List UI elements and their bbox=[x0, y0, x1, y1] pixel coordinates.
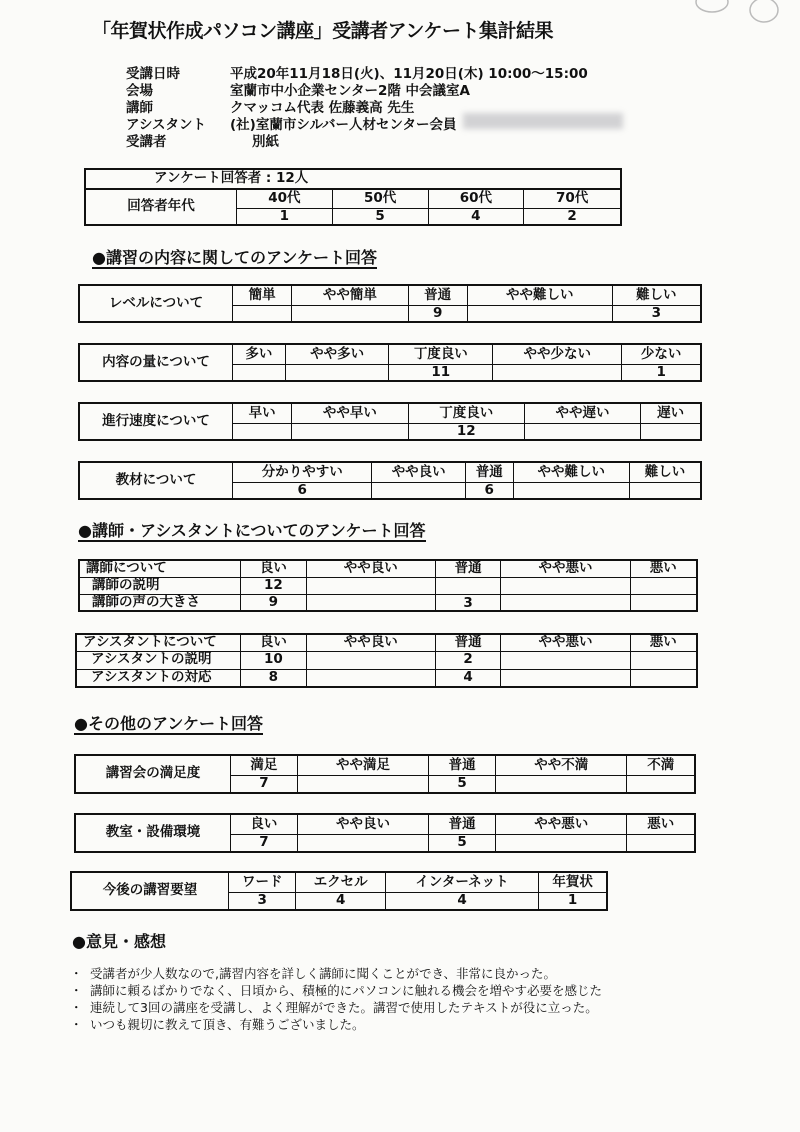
opinions-heading: ●意見・感想 bbox=[72, 932, 166, 951]
info-row: 受講日時 平成20年11月18日(火)、11月20日(木) 10:00〜15:00 bbox=[126, 66, 588, 82]
redacted-name bbox=[463, 113, 623, 129]
info-row: 講師 クマッコム代表 佐藤義高 先生 bbox=[126, 100, 415, 116]
level-table: レベルについて 簡単 やや簡単 普通 やや難しい 難しい 9 3 bbox=[78, 284, 702, 323]
list-item: ・ いつも親切に教えて頂き、有難うございました。 bbox=[70, 1017, 365, 1032]
section-heading: ●講習の内容に関してのアンケート回答 bbox=[92, 248, 378, 267]
stamp-marks bbox=[692, 0, 782, 24]
speed-table: 進行速度について 早い やや早い 丁度良い やや遅い 遅い 12 bbox=[78, 402, 702, 441]
amount-table: 内容の量について 多い やや多い 丁度良い やや少ない 少ない 11 1 bbox=[78, 343, 702, 382]
info-row: 会場 室蘭市中小企業センター2階 中会議室A bbox=[126, 83, 471, 99]
page-title: 「年賀状作成パソコン講座」受講者アンケート集計結果 bbox=[92, 20, 553, 42]
respondent-count: アンケート回答者 : 12人 bbox=[85, 169, 621, 189]
stamp-icon bbox=[692, 0, 782, 24]
list-item: ・ 連続して3回の講座を受講し、よく理解ができた。講習で使用したテキストが役に立った。 bbox=[70, 1000, 598, 1015]
opinions-list bbox=[70, 964, 602, 1032]
list-item: ・ 受講者が少人数なので,講習内容を詳しく講師に聞くことができ、非常に良かった。 bbox=[70, 966, 556, 981]
facility-table: 教室・設備環境 良い やや良い 普通 やや悪い 悪い 7 5 bbox=[74, 813, 696, 853]
section-heading: ●その他のアンケート回答 bbox=[74, 714, 264, 733]
age-label: 回答者年代 bbox=[85, 189, 237, 225]
section-heading: ●講師・アシスタントについてのアンケート回答 bbox=[78, 521, 426, 540]
list-item: ・ 講師に頼るばかりでなく、日頃から、積極的にパソコンに触れる機会を増やす必要を感じた bbox=[70, 983, 603, 998]
respondents-table: アンケート回答者 : 12人 回答者年代 40代 50代 60代 70代 1 5 4 2 bbox=[84, 168, 622, 226]
info-row: 受講者 別紙 bbox=[126, 134, 279, 150]
requests-table: 今後の講習要望 ワード エクセル インターネット 年賀状 3 4 4 1 bbox=[70, 871, 608, 911]
satisfaction-table: 講習会の満足度 満足 やや満足 普通 やや不満 不満 7 5 bbox=[74, 754, 696, 794]
materials-table: 教材について 分かりやすい やや良い 普通 やや難しい 難しい 6 6 bbox=[78, 461, 702, 500]
assistant-table: アシスタントについて 良い やや良い 普通 やや悪い 悪い アシスタントの説明 10 2 アシスタントの対応 8 4 bbox=[75, 633, 698, 688]
course-info bbox=[126, 62, 623, 150]
instructor-table: 講師について 良い やや良い 普通 やや悪い 悪い 講師の説明 12 講師の声の大きさ 9 3 bbox=[78, 559, 698, 612]
info-row: アシスタント (社)室蘭市シルバー人材センター会員 bbox=[126, 113, 623, 130]
